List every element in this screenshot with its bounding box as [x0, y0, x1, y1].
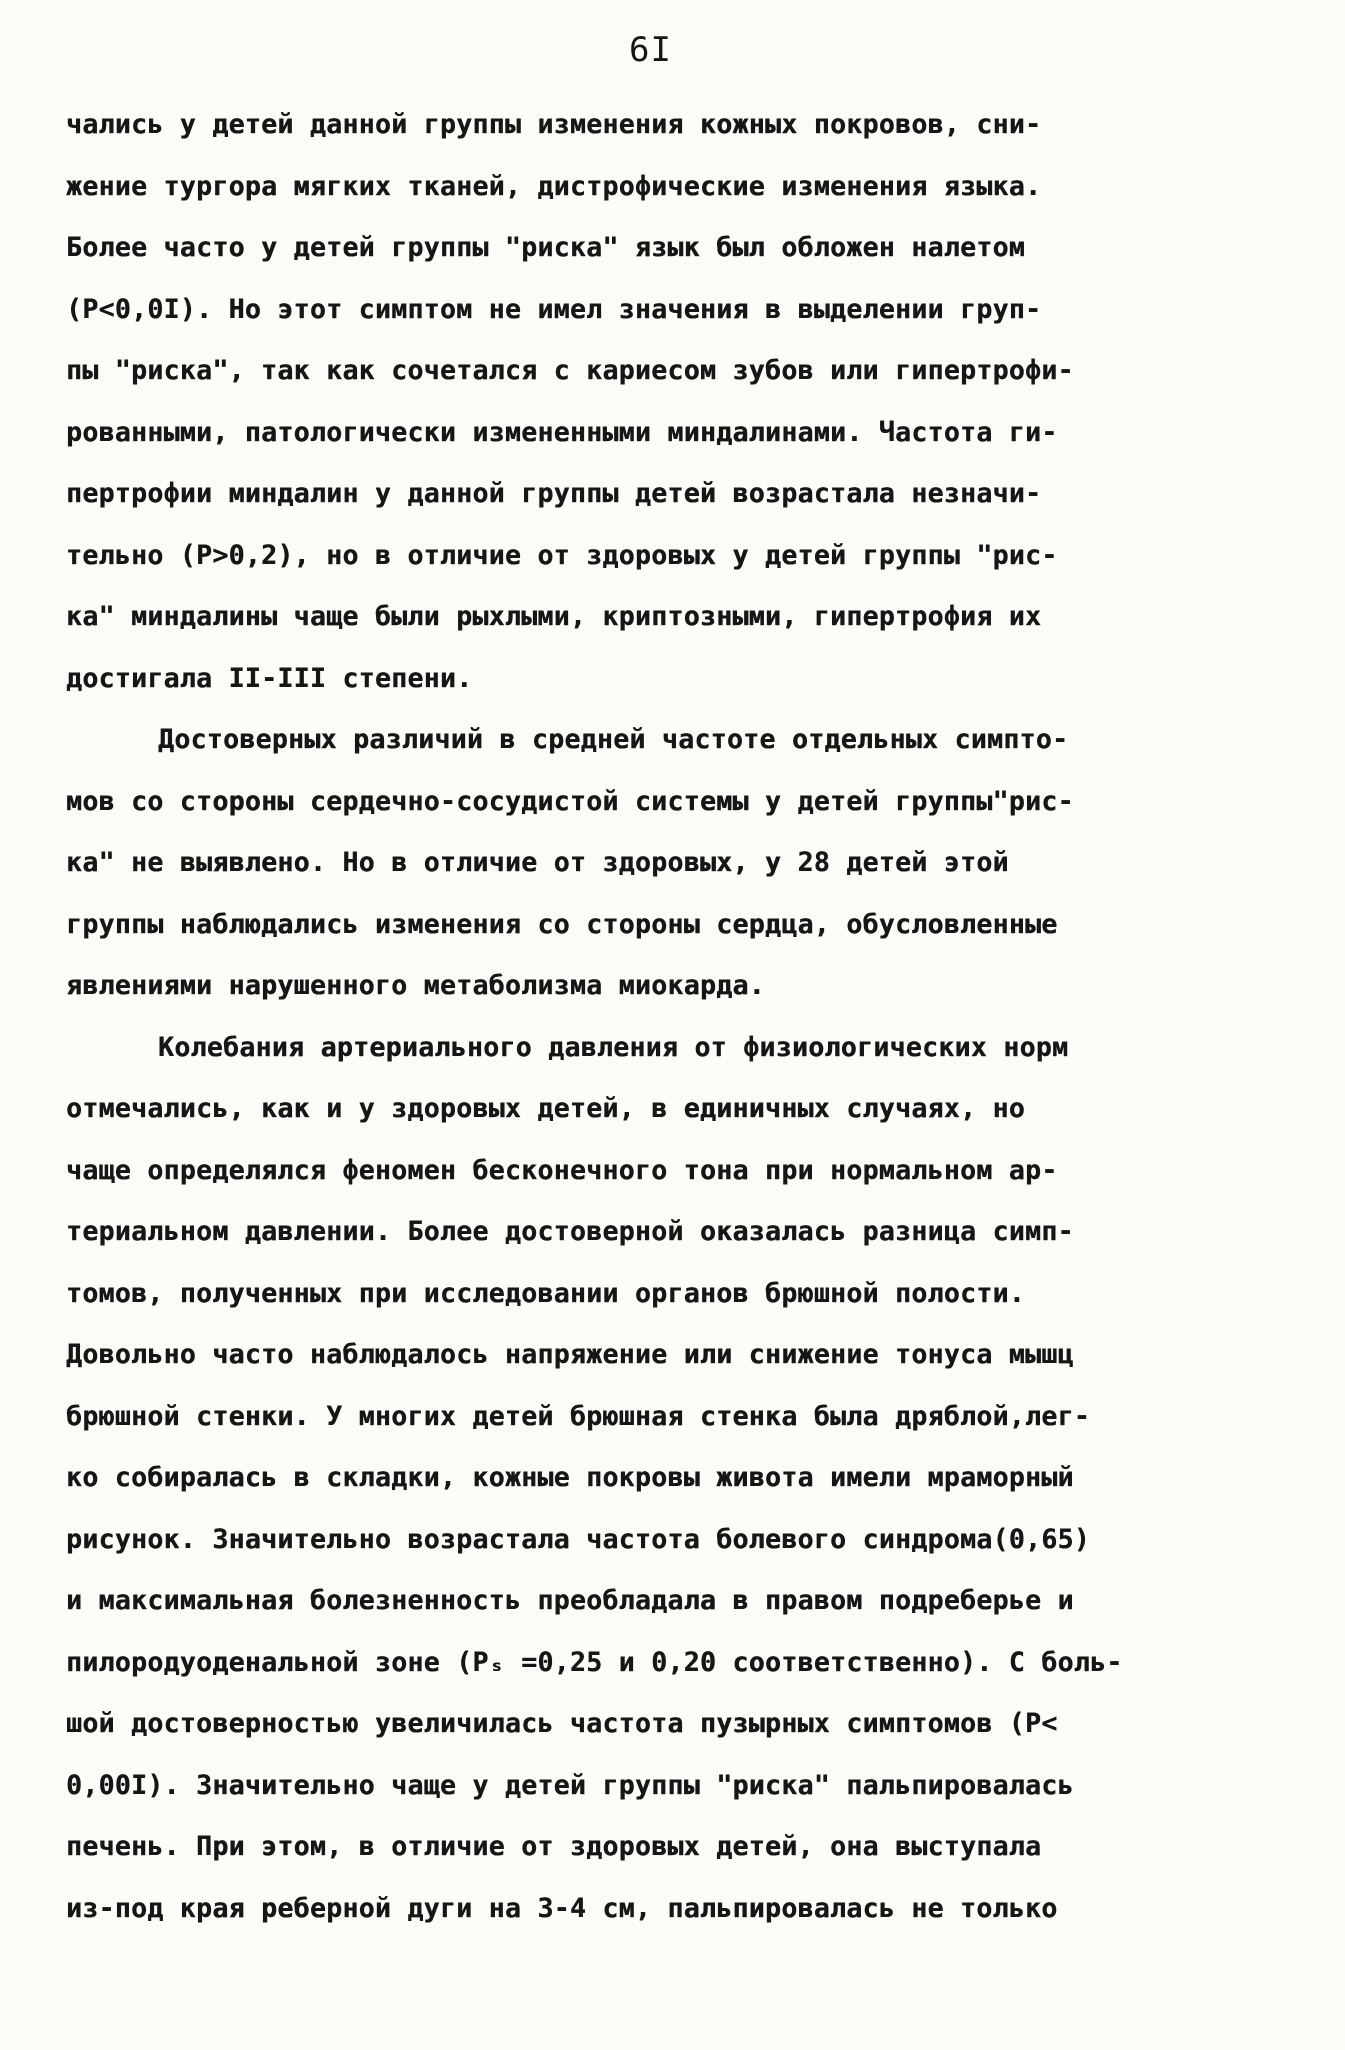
- text-line: пертрофии миндалин у данной группы детей возрастала незначи-: [66, 478, 1042, 509]
- text-line: ка" миндалины чаще были рыхлыми, криптозными, гипертрофия их: [66, 601, 1042, 632]
- text-line: брюшной стенки. У многих детей брюшная стенка была дряблой,лег-: [66, 1400, 1091, 1432]
- text-line: из-под края реберной дуги на 3-4 см, пальпировалась не только: [66, 1892, 1058, 1924]
- text-line: достигала II-III степени.: [66, 662, 473, 694]
- page-number: 6I: [629, 30, 672, 70]
- text-line: печень. При этом, в отличие от здоровых детей, она выступала: [66, 1831, 1042, 1862]
- text-line: томов, полученных при исследовании органов брюшной полости.: [66, 1277, 1026, 1309]
- text-line: чались у детей данной группы изменения кожных покровов, сни-: [66, 109, 1042, 140]
- text-line: рисунок. Значительно возрастала частота болевого синдрома(0,65): [66, 1523, 1091, 1555]
- text-line: группы наблюдались изменения со стороны сердца, обусловленные: [66, 908, 1058, 940]
- paragraph-1: [66, 94, 1275, 709]
- text-line: Более часто у детей группы "риска" язык был обложен налетом: [66, 232, 1026, 263]
- text-line: явлениями нарушенного метаболизма миокарда.: [66, 970, 765, 1001]
- paragraph-2: [66, 709, 1275, 1017]
- text-line: Достоверных различий в средней частоте отдельных симпто-: [158, 724, 1069, 755]
- text-line: чаще определялся феномен бесконечного тона при нормальном ар-: [66, 1154, 1058, 1186]
- text-line: пы "риска", так как сочетался с кариесом зубов или гипертрофи-: [66, 355, 1074, 386]
- text-line: Колебания артериального давления от физиологических норм: [158, 1031, 1069, 1063]
- text-line: и максимальная болезненность преобладала в правом подреберье и: [66, 1585, 1074, 1616]
- text-line: (P<0,0I). Но этот симптом не имел значения в выделении груп-: [66, 293, 1042, 325]
- text-line: 0,00I). Значительно чаще у детей группы "риска" пальпировалась: [66, 1769, 1074, 1801]
- text-line: жение тургора мягких тканей, дистрофические изменения языка.: [66, 170, 1042, 202]
- text-line: пилородуоденальной зоне (Pₛ =0,25 и 0,20 соответственно). С боль-: [66, 1646, 1123, 1678]
- paragraph-3: [66, 1017, 1275, 1940]
- text-line: тельно (P>0,2), но в отличие от здоровых у детей группы "рис-: [66, 539, 1058, 571]
- text-line: шой достоверностью увеличилась частота пузырных симптомов (P<: [66, 1708, 1058, 1739]
- text-line: рованными, патологически измененными миндалинами. Частота ги-: [66, 416, 1058, 448]
- text-line: ко собиралась в складки, кожные покровы живота имели мраморный: [66, 1462, 1074, 1493]
- text-line: мов со стороны сердечно-сосудистой системы у детей группы"рис-: [66, 785, 1074, 817]
- text-line: ка" не выявлено. Но в отличие от здоровых, у 28 детей этой: [66, 847, 1009, 878]
- text-line: отмечались, как и у здоровых детей, в единичных случаях, но: [66, 1093, 1026, 1124]
- text-line: Довольно часто наблюдалось напряжение или снижение тонуса мышц: [66, 1339, 1074, 1370]
- text-line: териальном давлении. Более достоверной оказалась разница симп-: [66, 1216, 1074, 1247]
